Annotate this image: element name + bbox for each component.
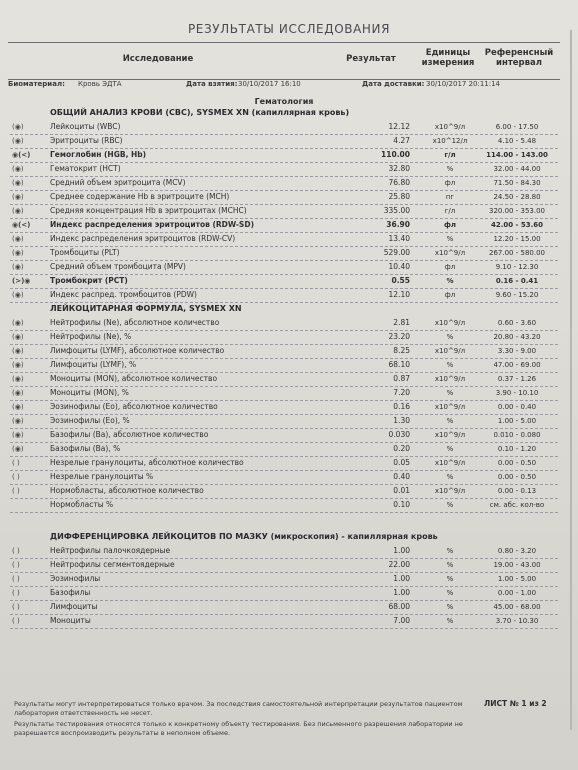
table-row [10, 204, 558, 219]
test-name: Незрелые гранулоциты, абсолютное количество [50, 458, 244, 467]
reference-range: 0.10 - 1.20 [497, 445, 537, 453]
reference-range: 12.20 - 15.00 [493, 235, 541, 243]
table-row [10, 456, 558, 471]
test-name: Моноциты [50, 616, 91, 625]
result-value: 110.00 [381, 150, 410, 159]
test-name: Нейтрофилы (Ne), % [50, 332, 132, 341]
reference-range: 47.00 - 69.00 [493, 361, 541, 369]
result-value: 8.25 [393, 346, 410, 355]
result-value: 1.30 [393, 416, 410, 425]
result-value: 25.80 [388, 192, 410, 201]
status-flag: ( ) [12, 547, 20, 555]
table-row [10, 428, 558, 443]
reference-range: 6.00 - 17.50 [495, 123, 539, 131]
unit: % [446, 277, 454, 285]
result-value: 13.40 [388, 234, 410, 243]
unit: x10^9/л [434, 319, 466, 327]
test-name: Эритроциты (RBC) [50, 136, 123, 145]
reference-range: 0.00 - 0.50 [497, 473, 537, 481]
table-row [10, 386, 558, 401]
status-flag: (◉) [12, 375, 24, 383]
result-value: 23.20 [388, 332, 410, 341]
status-flag: (◉) [12, 333, 24, 341]
result-value: 2.81 [393, 318, 410, 327]
sample-meta [8, 80, 568, 94]
taken-value: 30/10/2017 16:10 [238, 80, 301, 88]
reference-range: см. абс. кол-во [489, 501, 545, 509]
reference-range: 9.60 - 15.20 [495, 291, 539, 299]
test-name: Индекс распред. тромбоцитов (PDW) [50, 290, 197, 299]
reference-range: 3.70 - 10.30 [495, 617, 539, 625]
result-value: 0.05 [393, 458, 410, 467]
result-value: 7.20 [393, 388, 410, 397]
reference-range: 0.00 - 0.50 [497, 459, 537, 467]
result-value: 22.00 [388, 560, 410, 569]
table-row [10, 232, 558, 247]
status-flag: (◉) [12, 179, 24, 187]
table-row [10, 586, 558, 601]
table-row [10, 260, 558, 275]
reference-range: 20.80 - 43.20 [493, 333, 541, 341]
test-name: Индекс распределения эритроцитов (RDW-SD) [50, 220, 254, 229]
section-title: ЛЕЙКОЦИТАРНАЯ ФОРМУЛА, SYSMEX XN [50, 304, 242, 313]
status-flag: (◉) [12, 291, 24, 299]
status-flag: (◉) [12, 165, 24, 173]
unit: x10^9/л [434, 403, 466, 411]
result-value: 68.00 [388, 602, 410, 611]
status-flag: ( ) [12, 617, 20, 625]
status-flag: (◉) [12, 123, 24, 131]
unit: % [446, 473, 454, 481]
reference-range: 267.00 - 580.00 [489, 249, 545, 257]
result-value: 1.00 [393, 574, 410, 583]
page-edge [570, 30, 572, 730]
group-heading: Гематология [254, 97, 314, 106]
status-flag: (◉) [12, 263, 24, 271]
test-name: Моноциты (MON), абсолютное количество [50, 374, 218, 383]
status-flag: (◉) [12, 417, 24, 425]
table-row [10, 372, 558, 387]
table-row [10, 190, 558, 205]
result-value: 0.01 [393, 486, 410, 495]
test-name: Нейтрофилы палочкоядерные [50, 546, 171, 555]
unit: x10^9/л [434, 347, 466, 355]
status-flag: (◉) [12, 249, 24, 257]
unit: % [446, 501, 454, 509]
reference-range: 0.00 - 0.40 [497, 403, 537, 411]
reference-range: 114.00 - 143.00 [486, 151, 548, 159]
result-value: 0.030 [388, 430, 410, 439]
unit: фл [444, 263, 456, 271]
section-smear [10, 530, 558, 544]
col-test-header: Исследование [122, 54, 194, 64]
result-value: 0.55 [391, 276, 410, 285]
test-name: Нейтрофилы (Ne), абсолютное количество [50, 318, 220, 327]
status-flag: (◉) [12, 207, 24, 215]
footer-note-2: Результаты тестирования относятся только к конкретному объекту тестирования. Без письменного разрешения лаборатории не разрешается воспроизводить результаты в неполном объеме. [14, 720, 463, 737]
reference-range: 3.30 - 9.00 [497, 347, 537, 355]
test-name: Нейтрофилы сегментоядерные [50, 560, 175, 569]
test-name: Средняя концентрация Hb в эритроцитах (MCHC) [50, 206, 247, 215]
status-flag: ( ) [12, 487, 20, 495]
col-result-header: Результат [346, 54, 396, 64]
unit: x10^9/л [434, 487, 466, 495]
table-row [10, 470, 558, 485]
result-value: 1.00 [393, 588, 410, 597]
table-row [10, 600, 558, 615]
reference-range: 45.00 - 68.00 [493, 603, 541, 611]
test-name: Лейкоциты (WBC) [50, 122, 121, 131]
status-flag: (◉) [12, 445, 24, 453]
result-value: 1.00 [393, 546, 410, 555]
result-value: 0.20 [393, 444, 410, 453]
section-wbc-formula [10, 302, 558, 316]
test-name: Базофилы (Ba), % [50, 444, 121, 453]
unit: % [446, 333, 454, 341]
table-row [10, 246, 558, 261]
result-value: 0.10 [393, 500, 410, 509]
result-value: 12.12 [388, 122, 410, 131]
status-flag: (◉) [12, 319, 24, 327]
reference-range: 0.00 - 1.00 [497, 589, 537, 597]
reference-range: 0.00 - 0.13 [497, 487, 537, 495]
unit: % [446, 235, 454, 243]
unit: % [446, 547, 454, 555]
status-flag: (◉) [12, 137, 24, 145]
reference-range: 3.90 - 10.10 [495, 389, 539, 397]
status-flag: ( ) [12, 575, 20, 583]
result-value: 12.10 [388, 290, 410, 299]
unit: % [446, 445, 454, 453]
result-value: 10.40 [388, 262, 410, 271]
reference-range: 0.37 - 1.26 [497, 375, 537, 383]
reference-range: 0.80 - 3.20 [497, 547, 537, 555]
reference-range: 4.10 - 5.48 [497, 137, 537, 145]
status-flag: ( ) [12, 589, 20, 597]
section-title: ОБЩИЙ АНАЛИЗ КРОВИ (CBC), SYSMEX XN (капиллярная кровь) [50, 108, 350, 117]
test-name: Базофилы [50, 588, 91, 597]
unit: % [446, 389, 454, 397]
reference-range: 42.00 - 53.60 [490, 221, 544, 229]
unit: % [446, 589, 454, 597]
status-flag: (◉) [12, 403, 24, 411]
test-name: Лимфоциты [50, 602, 98, 611]
unit: % [446, 575, 454, 583]
taken-label: Дата взятия: [186, 80, 238, 88]
table-row [10, 316, 558, 331]
reference-range: 0.16 - 0.41 [495, 277, 539, 285]
unit: % [446, 361, 454, 369]
result-value: 36.90 [386, 220, 410, 229]
delivered-value: 30/10/2017 20:11:14 [426, 80, 501, 88]
table-row [10, 442, 558, 457]
test-name: Гематокрит (HCT) [50, 164, 121, 173]
reference-range: 9.10 - 12.30 [495, 263, 539, 271]
status-flag: ( ) [12, 459, 20, 467]
page-title: РЕЗУЛЬТАТЫ ИССЛЕДОВАНИЯ [187, 22, 391, 36]
biomaterial-label: Биоматериал: [8, 80, 65, 88]
table-row [10, 344, 558, 359]
status-flag: (◉) [12, 361, 24, 369]
col-units-header: Единицы измерения [421, 48, 475, 68]
status-flag: ◉(<) [12, 151, 31, 159]
unit: % [446, 417, 454, 425]
status-flag: ( ) [12, 603, 20, 611]
table-row [10, 134, 558, 149]
footer-note-1: Результаты могут интерпретироваться только врачом. За последствия самостоятельной интерпретации результатов пациентом лаборатория ответственность не несет. [14, 700, 463, 717]
test-name: Моноциты (MON), % [50, 388, 129, 397]
status-flag: (◉) [12, 389, 24, 397]
table-row [10, 614, 558, 629]
result-value: 4.27 [393, 136, 410, 145]
unit: фл [443, 221, 457, 229]
section-cbc [10, 106, 558, 120]
unit: г/л [444, 207, 456, 215]
test-name: Средний объем тромбоцита (MPV) [50, 262, 186, 271]
test-name: Индекс распределения эритроцитов (RDW-CV) [50, 234, 236, 243]
test-name: Нормобласты, абсолютное количество [50, 486, 204, 495]
reference-range: 0.60 - 3.60 [497, 319, 537, 327]
test-name: Лимфоциты (LYMF), абсолютное количество [50, 346, 225, 355]
test-name: Гемоглобин (HGB, Hb) [50, 150, 147, 159]
table-header [8, 42, 560, 80]
status-flag: (◉) [12, 193, 24, 201]
test-name: Лимфоциты (LYMF), % [50, 360, 137, 369]
test-name: Среднее содержание Hb в эритроците (MCH) [50, 192, 230, 201]
reference-range: 24.50 - 28.80 [493, 193, 541, 201]
test-name: Нормобласты % [50, 500, 114, 509]
table-row [10, 288, 558, 303]
sheet-number: ЛИСТ № 1 из 2 [484, 699, 547, 708]
table-row [10, 400, 558, 415]
table-row [10, 176, 558, 191]
status-flag: ( ) [12, 473, 20, 481]
col-ref-header: Референсный интервал [484, 48, 554, 68]
result-value: 7.00 [393, 616, 410, 625]
result-value: 529.00 [383, 248, 410, 257]
biomaterial-value: Кровь ЭДТА [78, 80, 122, 88]
test-name: Эозинофилы (Eo), абсолютное количество [50, 402, 218, 411]
table-row [10, 498, 558, 513]
unit: фл [444, 291, 456, 299]
unit: пг [445, 193, 455, 201]
table-row [10, 558, 558, 573]
unit: % [446, 561, 454, 569]
unit: г/л [444, 151, 456, 159]
unit: x10^9/л [434, 123, 466, 131]
unit: x10^12/л [432, 137, 468, 145]
status-flag: (◉) [12, 431, 24, 439]
unit: x10^9/л [434, 431, 466, 439]
unit: % [446, 617, 454, 625]
status-flag: (>)◉ [12, 277, 31, 285]
test-name: Тромбокрит (PCT) [50, 276, 128, 285]
status-flag: (◉) [12, 235, 24, 243]
test-name: Эозинофилы [50, 574, 101, 583]
reference-range: 71.50 - 84.30 [493, 179, 541, 187]
reference-range: 1.00 - 5.00 [497, 417, 537, 425]
test-name: Тромбоциты (PLT) [50, 248, 120, 257]
status-flag: ( ) [12, 561, 20, 569]
status-flag: ◉(<) [12, 221, 31, 229]
result-value: 0.40 [393, 472, 410, 481]
test-name: Незрелые гранулоциты % [50, 472, 154, 481]
result-value: 0.87 [393, 374, 410, 383]
table-row [10, 544, 558, 559]
result-value: 32.80 [388, 164, 410, 173]
table-row [10, 330, 558, 345]
reference-range: 320.00 - 353.00 [489, 207, 545, 215]
test-name: Эозинофилы (Eo), % [50, 416, 130, 425]
result-value: 68.10 [388, 360, 410, 369]
table-row [10, 414, 558, 429]
unit: фл [444, 179, 456, 187]
table-row [10, 148, 558, 163]
table-row [10, 218, 558, 233]
unit: x10^9/л [434, 249, 466, 257]
reference-range: 0.010 - 0.080 [493, 431, 541, 439]
table-row [10, 358, 558, 373]
result-value: 0.16 [393, 402, 410, 411]
table-row [10, 572, 558, 587]
table-row [10, 274, 558, 289]
section-title: ДИФФЕРЕНЦИРОВКА ЛЕЙКОЦИТОВ ПО МАЗКУ (микроскопия) - капиллярная кровь [50, 532, 438, 541]
reference-range: 1.00 - 5.00 [497, 575, 537, 583]
unit: x10^9/л [434, 375, 466, 383]
unit: % [446, 603, 454, 611]
footer [14, 700, 564, 740]
table-row [10, 120, 558, 135]
reference-range: 19.00 - 43.00 [493, 561, 541, 569]
result-value: 335.00 [383, 206, 410, 215]
delivered-label: Дата доставки: [362, 80, 425, 88]
table-row [10, 162, 558, 177]
test-name: Базофилы (Ba), абсолютное количество [50, 430, 209, 439]
unit: x10^9/л [434, 459, 466, 467]
result-value: 76.80 [388, 178, 410, 187]
table-row [10, 484, 558, 499]
unit: % [446, 165, 454, 173]
reference-range: 32.00 - 44.00 [493, 165, 541, 173]
status-flag: (◉) [12, 347, 24, 355]
test-name: Средний объем эритроцита (MCV) [50, 178, 186, 187]
